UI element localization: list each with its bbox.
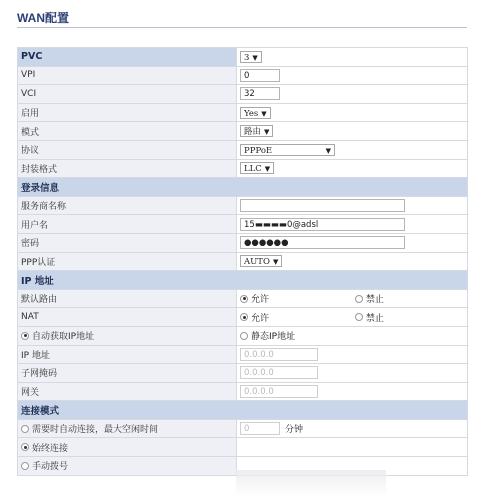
row-on-demand (18, 419, 468, 438)
username-input[interactable]: 15▬▬▬▬0@adsl (240, 218, 405, 231)
row-protocol (18, 140, 468, 159)
default-route-allow-label: 允许 (251, 295, 270, 306)
vci-input[interactable]: 32 (240, 87, 280, 100)
nat-deny-radio[interactable] (355, 313, 363, 321)
on-demand-label: 需要时自动连接，最大空闲时间 (32, 425, 159, 436)
section-login (18, 178, 468, 197)
ip-section-title: IP 地址 (18, 271, 468, 290)
username-label: 用户名 (18, 215, 237, 234)
chevron-down-icon: ▼ (272, 258, 279, 267)
password-input[interactable]: ●●●●●● (240, 236, 405, 249)
row-encapsulation (18, 159, 468, 178)
row-nat (18, 308, 468, 327)
subnet-mask-label: 子网掩码 (18, 364, 237, 383)
auto-ip-label: 自动获取IP地址 (32, 332, 95, 343)
mode-label: 模式 (18, 122, 237, 141)
row-service-name (18, 196, 468, 215)
idle-time-unit: 分钟 (285, 425, 304, 436)
row-default-route (18, 289, 468, 308)
row-mode (18, 122, 468, 141)
default-route-deny-label: 禁止 (365, 295, 384, 306)
vpi-input[interactable]: 0 (240, 69, 280, 82)
page-title: WAN配置 (17, 11, 69, 25)
row-vpi (18, 66, 468, 85)
default-route-allow-radio[interactable] (240, 295, 248, 303)
nat-allow-label: 允许 (251, 313, 270, 324)
connection-section-title: 连接模式 (18, 401, 468, 420)
password-label: 密码 (18, 233, 237, 252)
row-pvc (18, 48, 468, 67)
always-on-label: 始终连接 (32, 443, 69, 454)
row-ppp-auth (18, 252, 468, 271)
enable-select[interactable]: Yes ▼ (240, 107, 271, 119)
row-ip-address (18, 345, 468, 364)
manual-dial-label: 手动拨号 (32, 462, 69, 473)
protocol-label: 协议 (18, 140, 237, 159)
gateway-label: 网关 (18, 382, 237, 401)
login-section-title: 登录信息 (18, 178, 468, 197)
section-ip (18, 271, 468, 290)
always-on-radio[interactable] (21, 443, 29, 451)
default-route-label: 默认路由 (18, 289, 237, 308)
static-ip-radio[interactable] (240, 332, 248, 340)
chevron-down-icon: ▼ (264, 165, 271, 174)
row-enable (18, 103, 468, 122)
on-demand-radio[interactable] (21, 425, 29, 433)
static-ip-label: 静态IP地址 (251, 332, 296, 343)
vci-label: VCI (18, 85, 237, 104)
row-password (18, 233, 468, 252)
title-divider (17, 27, 467, 28)
row-vci (18, 85, 468, 104)
protocol-select[interactable]: PPPoE ▼ (240, 144, 335, 156)
mode-select[interactable]: 路由 ▼ (240, 125, 273, 137)
row-always-on (18, 438, 468, 457)
bottom-shadow (236, 470, 386, 497)
nat-allow-radio[interactable] (240, 313, 248, 321)
section-connection (18, 401, 468, 420)
manual-dial-radio[interactable] (21, 462, 29, 470)
subnet-mask-input[interactable]: 0.0.0.0 (240, 366, 318, 379)
wan-config-table (17, 47, 468, 476)
pvc-label: PVC (18, 48, 237, 67)
row-subnet-mask (18, 364, 468, 383)
service-name-label: 服务商名称 (18, 196, 237, 215)
chevron-down-icon: ▼ (261, 109, 267, 118)
row-ip-mode (18, 326, 468, 345)
vpi-label: VPI (18, 66, 237, 85)
encapsulation-select[interactable]: LLC ▼ (240, 162, 274, 174)
gateway-input[interactable]: 0.0.0.0 (240, 385, 318, 398)
nat-deny-label: 禁止 (365, 313, 384, 324)
chevron-down-icon: ▼ (264, 128, 270, 137)
ppp-auth-select[interactable]: AUTO ▼ (240, 255, 282, 267)
encapsulation-label: 封装格式 (18, 159, 237, 178)
row-username (18, 215, 468, 234)
service-name-input[interactable] (240, 199, 405, 212)
idle-time-input[interactable]: 0 (240, 422, 280, 435)
enable-label: 启用 (18, 103, 237, 122)
row-gateway (18, 382, 468, 401)
default-route-deny-radio[interactable] (355, 295, 363, 303)
ip-address-input[interactable]: 0.0.0.0 (240, 348, 318, 361)
ip-address-label: IP 地址 (18, 345, 237, 364)
auto-ip-radio[interactable] (21, 332, 29, 340)
ppp-auth-label: PPP认证 (18, 252, 237, 271)
nat-label: NAT (18, 308, 237, 327)
pvc-select[interactable]: 3 ▼ (240, 51, 262, 63)
chevron-down-icon: ▼ (325, 146, 331, 155)
chevron-down-icon: ▼ (252, 53, 258, 62)
